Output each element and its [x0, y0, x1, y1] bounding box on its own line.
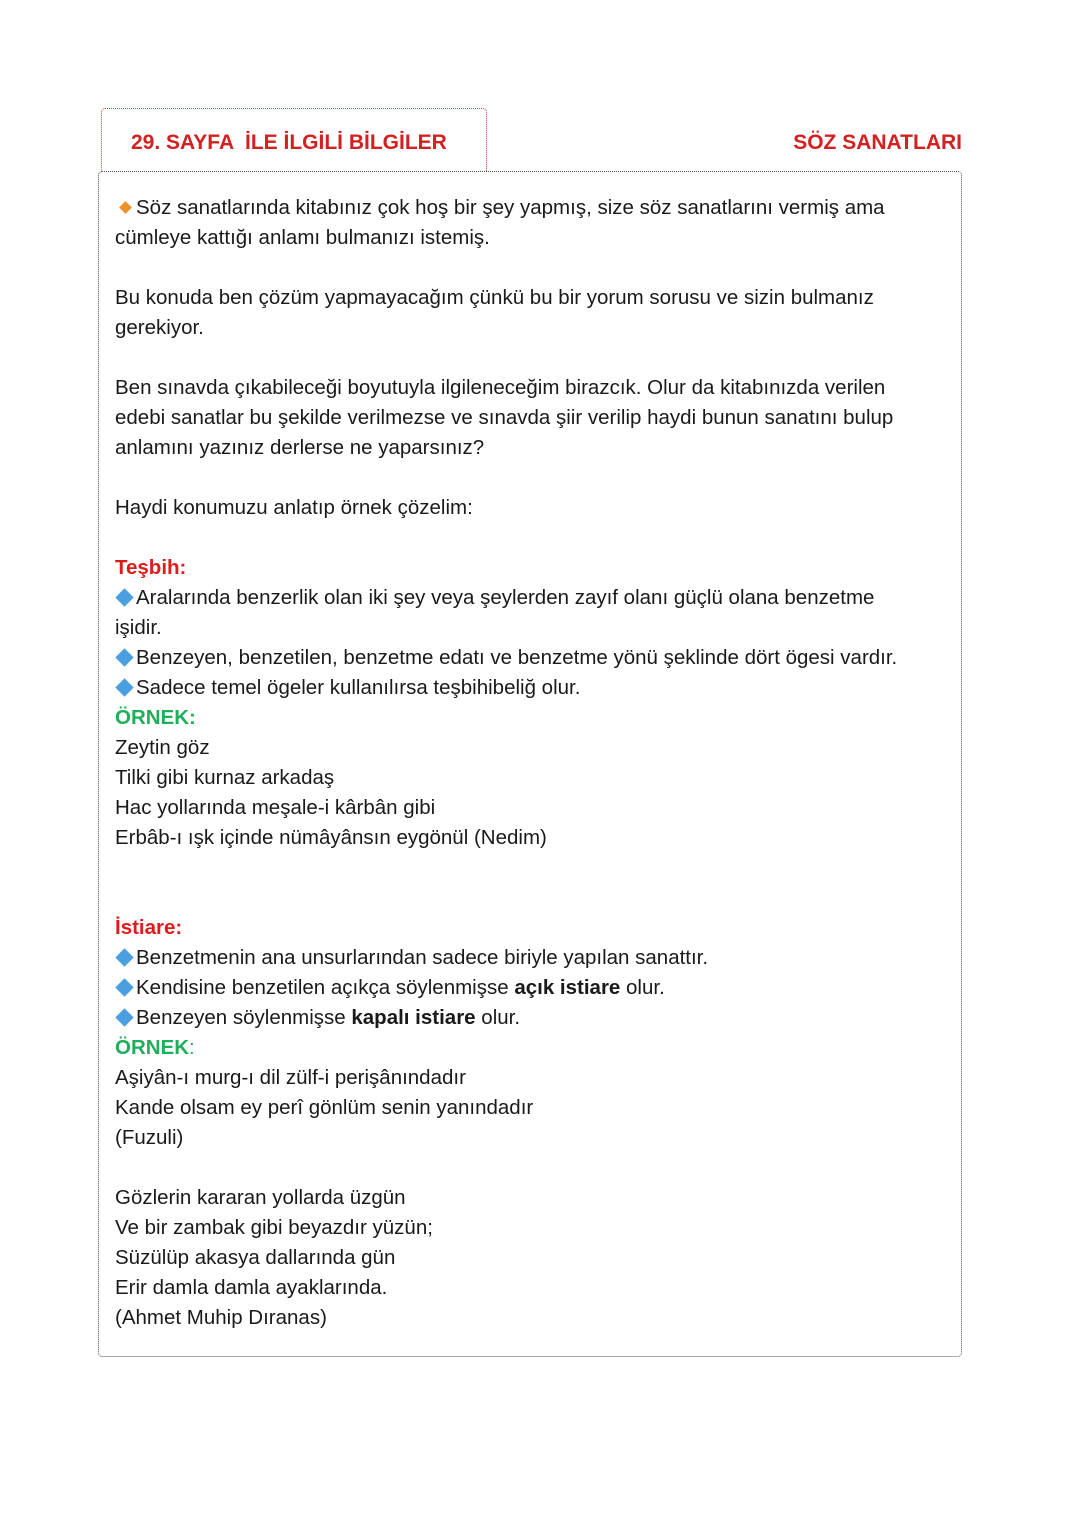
teshbih-example-4: Erbâb-ı ışk içinde nümâyânsın eygönül (Nedim) [115, 826, 547, 849]
istiare-bullet-2: Kendisine benzetilen açıkça söylenmişse açık istiare olur. [115, 973, 955, 1003]
teshbih-heading: Teşbih: [115, 556, 187, 579]
poem2-author: (Ahmet Muhip Dıranas) [115, 1306, 327, 1329]
teshbih-bullet-1-line1: Aralarında benzerlik olan iki şey veya şeylerden zayıf olanı güçlü olana benzetme [115, 583, 955, 613]
intro-p2-line2: gerekiyor. [115, 316, 204, 339]
teshbih-bullet-3: Sadece temel ögeler kullanılırsa teşbihibeliğ olur. [115, 673, 955, 703]
istiare-example-label: ÖRNEK: [115, 1036, 195, 1059]
intro-p1-line1: Söz sanatlarında kitabınız çok hoş bir şey yapmış, size söz sanatlarını vermiş ama [115, 193, 955, 223]
intro-p3-line1: Ben sınavda çıkabileceği boyutuyla ilgileneceğim birazcık. Olur da kitabınızda verilen [115, 376, 886, 399]
blue-diamond-icon [115, 978, 133, 996]
orange-diamond-icon [119, 201, 132, 214]
section-title: SÖZ SANATLARI [793, 131, 962, 154]
teshbih-example-label: ÖRNEK: [115, 706, 196, 729]
blue-diamond-icon [115, 1008, 133, 1026]
istiare-bullet-1: Benzetmenin ana unsurlarından sadece biriyle yapılan sanattır. [115, 943, 955, 973]
blue-diamond-icon [115, 948, 133, 966]
poem2-line-2: Ve bir zambak gibi beyazdır yüzün; [115, 1216, 433, 1239]
page-info-title: 29. SAYFA İLE İLGİLİ BİLGİLER [131, 131, 447, 154]
poem2-line-3: Süzülüp akasya dallarında gün [115, 1246, 396, 1269]
intro-p2-line1: Bu konuda ben çözüm yapmayacağım çünkü bu bir yorum sorusu ve sizin bulmanız [115, 286, 874, 309]
poem1-line-1: Aşiyân-ı murg-ı dil zülf-i perişânındadır [115, 1066, 466, 1089]
blue-diamond-icon [115, 588, 133, 606]
intro-p4: Haydi konumuzu anlatıp örnek çözelim: [115, 496, 473, 519]
intro-p3-line2: edebi sanatlar bu şekilde verilmezse ve sınavda şiir verilip haydi bunun sanatını bulup [115, 406, 894, 429]
intro-p3-line3: anlamını yazınız derlerse ne yaparsınız? [115, 436, 485, 459]
teshbih-bullet-1-line2: işidir. [115, 616, 162, 639]
teshbih-bullet-2: Benzeyen, benzetilen, benzetme edatı ve benzetme yönü şeklinde dört ögesi vardır. [115, 643, 955, 673]
content [115, 193, 955, 1333]
teshbih-example-1: Zeytin göz [115, 736, 210, 759]
istiare-bullet-3: Benzeyen söylenmişse kapalı istiare olur. [115, 1003, 955, 1033]
intro-p1-line2: cümleye kattığı anlamı bulmanızı istemiş. [115, 226, 490, 249]
istiare-heading: İstiare: [115, 916, 183, 939]
poem2-line-4: Erir damla damla ayaklarında. [115, 1276, 388, 1299]
teshbih-example-3: Hac yollarında meşale-i kârbân gibi [115, 796, 436, 819]
poem1-line-2: Kande olsam ey perî gönlüm senin yanındadır [115, 1096, 534, 1119]
poem1-author: (Fuzuli) [115, 1126, 184, 1149]
teshbih-example-2: Tilki gibi kurnaz arkadaş [115, 766, 335, 789]
poem2-line-1: Gözlerin kararan yollarda üzgün [115, 1186, 406, 1209]
blue-diamond-icon [115, 678, 133, 696]
blue-diamond-icon [115, 648, 133, 666]
